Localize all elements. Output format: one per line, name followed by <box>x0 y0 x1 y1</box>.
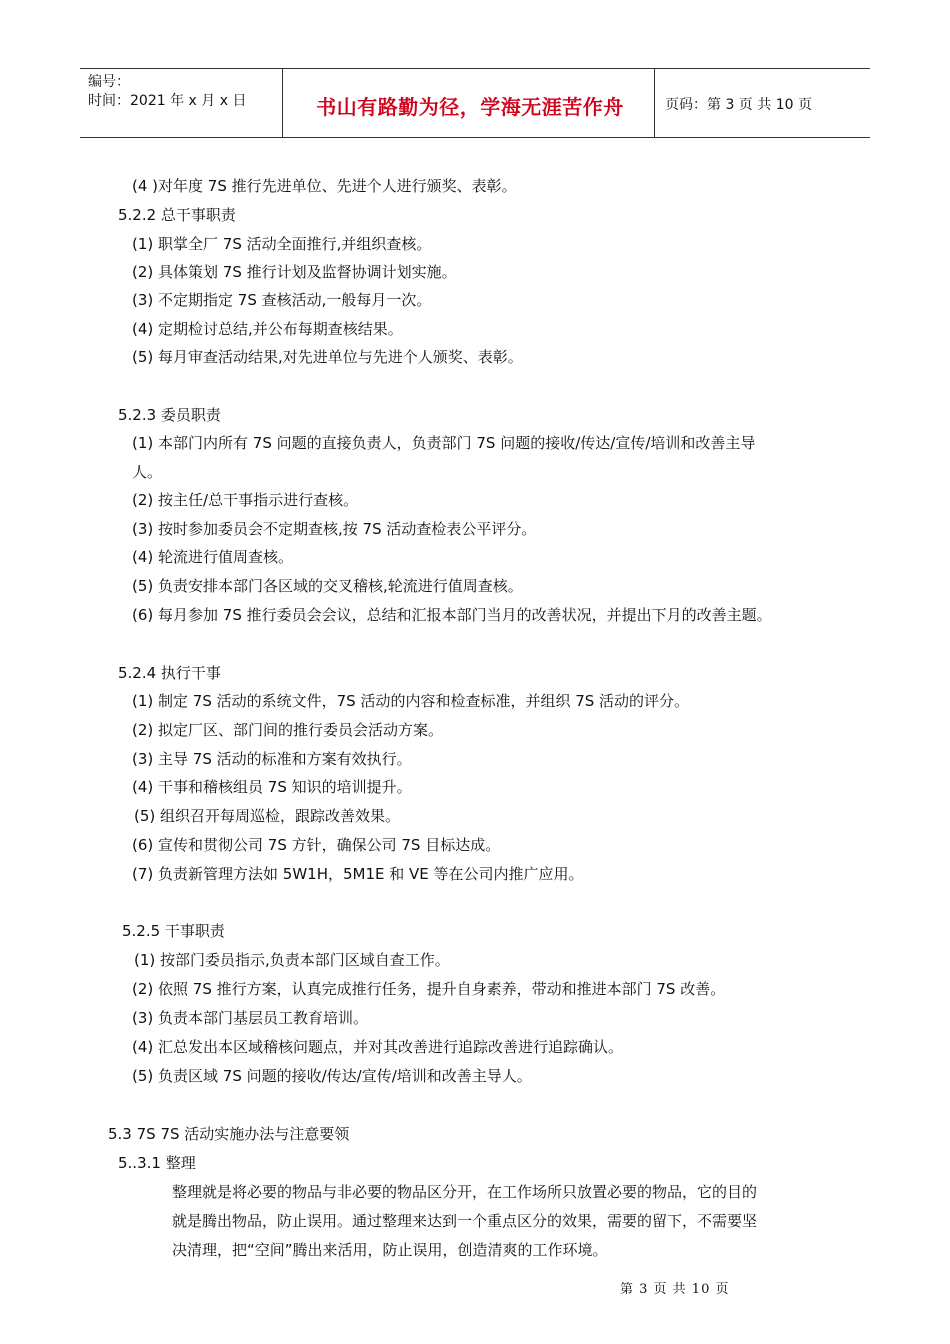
paragraph-line: 整理就是将必要的物品与非必要的物品区分开，在工作场所只放置必要的物品，它的目的 <box>172 1183 758 1201</box>
list-item: (5) 组织召开每周巡检，跟踪改善效果。 <box>134 807 401 825</box>
number-label: 编号： <box>88 74 130 90</box>
date-line: 时间：2021 年 x 月 x 日 <box>88 93 247 109</box>
header-motto: 书山有路勤为径，学海无涯苦作舟 <box>316 95 624 119</box>
section-heading: 5.2.4 执行干事 <box>118 664 221 682</box>
list-item: (2) 按主任/总干事指示进行查核。 <box>132 491 359 509</box>
header-divider <box>654 69 655 137</box>
list-item: (1) 按部门委员指示,负责本部门区域自查工作。 <box>134 951 450 969</box>
paragraph-line: 决清理，把“空间”腾出来活用，防止误用，创造清爽的工作环境。 <box>172 1241 608 1259</box>
list-item: (3) 负责本部门基层员工教育培训。 <box>132 1009 369 1027</box>
section-heading: 5.2.2 总干事职责 <box>118 206 236 224</box>
subsection-heading: 5..3.1 整理 <box>118 1154 196 1172</box>
list-item: (4 )对年度 7S 推行先进单位、先进个人进行颁奖、表彰。 <box>132 177 517 195</box>
list-item: (4) 干事和稽核组员 7S 知识的培训提升。 <box>132 778 412 796</box>
list-item: (2) 依照 7S 推行方案，认真完成推行任务，提升自身素养，带动和推进本部门 7S 改善。 <box>132 980 726 998</box>
list-item: (6) 宣传和贯彻公司 7S 方针，确保公司 7S 目标达成。 <box>132 836 501 854</box>
page-footer: 第 3 页 共 10 页 <box>620 1282 730 1297</box>
page-header <box>80 68 870 138</box>
list-item: (3) 不定期指定 7S 查核活动,一般每月一次。 <box>132 291 432 309</box>
header-meta <box>88 73 246 111</box>
list-item: (4) 轮流进行值周查核。 <box>132 548 294 566</box>
list-item: (4) 汇总发出本区域稽核问题点，并对其改善进行追踪改善进行追踪确认。 <box>132 1038 624 1056</box>
list-item: (5) 每月审查活动结果,对先进单位与先进个人颁奖、表彰。 <box>132 348 523 366</box>
list-item: (2) 拟定厂区、部门间的推行委员会活动方案。 <box>132 721 444 739</box>
section-heading: 5.2.3 委员职责 <box>118 406 221 424</box>
list-item: (1) 制定 7S 活动的系统文件，7S 活动的内容和检查标准，并组织 7S 活动的评分。 <box>132 692 690 710</box>
section-heading: 5.3 7S 7S 活动实施办法与注意要领 <box>108 1125 350 1143</box>
list-item: (7) 负责新管理方法如 5W1H，5M1E 和 VE 等在公司内推广应用。 <box>132 865 584 883</box>
list-item: (4) 定期检讨总结,并公布每期查核结果。 <box>132 320 403 338</box>
paragraph-line: 就是腾出物品，防止误用。通过整理来达到一个重点区分的效果，需要的留下，不需要坚 <box>172 1212 758 1230</box>
header-page-code: 页码：第 3 页 共 10 页 <box>665 97 812 113</box>
list-item: (6) 每月参加 7S 推行委员会会议，总结和汇报本部门当月的改善状况，并提出下月的改善主题。 <box>132 606 772 624</box>
list-item: (5) 负责区域 7S 问题的接收/传达/宣传/培训和改善主导人。 <box>132 1067 532 1085</box>
list-item: (3) 主导 7S 活动的标准和方案有效执行。 <box>132 750 412 768</box>
list-item: (1) 职掌全厂 7S 活动全面推行,并组织查核。 <box>132 235 432 253</box>
list-item: (2) 具体策划 7S 推行计划及监督协调计划实施。 <box>132 263 457 281</box>
list-item-continuation: 人。 <box>132 463 163 481</box>
section-heading: 5.2.5 干事职责 <box>122 922 225 940</box>
list-item: (3) 按时参加委员会不定期查核,按 7S 活动查检表公平评分。 <box>132 520 537 538</box>
list-item: (1) 本部门内所有 7S 问题的直接负责人，负责部门 7S 问题的接收/传达/宣传/培训和改善主导 <box>132 434 756 452</box>
header-divider <box>282 69 283 137</box>
list-item: (5) 负责安排本部门各区域的交叉稽核,轮流进行值周查核。 <box>132 577 523 595</box>
